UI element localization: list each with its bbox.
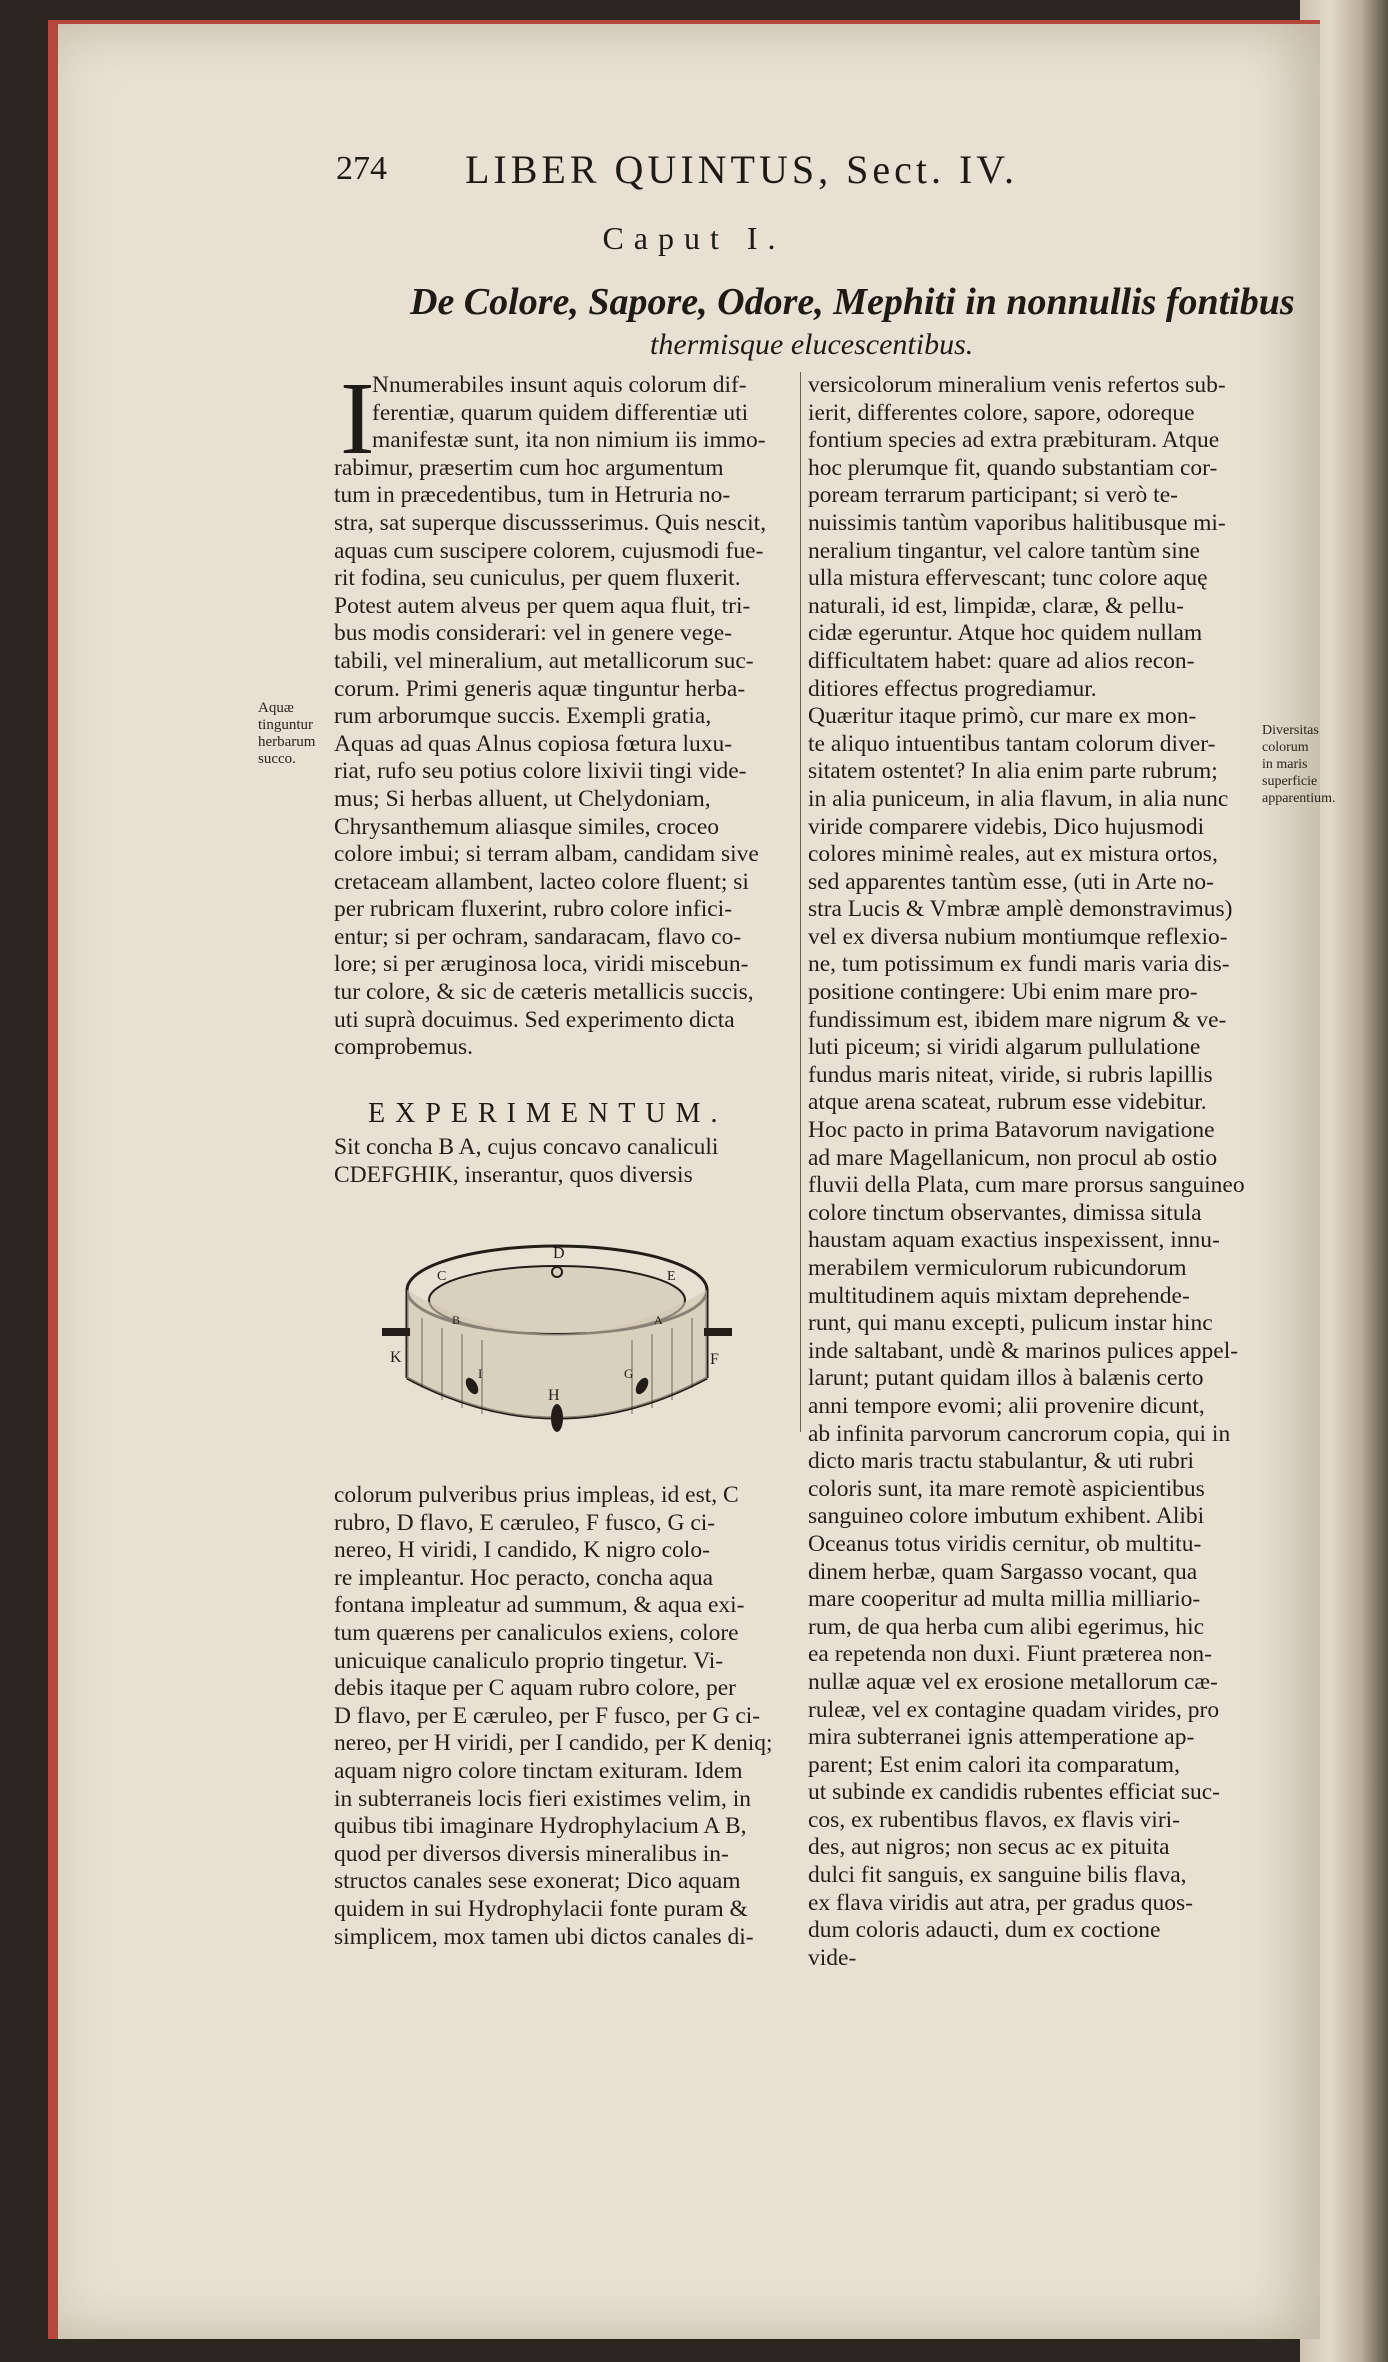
left-column-line: Nnumerabiles insunt aquis colorum dif- bbox=[372, 372, 747, 398]
right-column-line: stra Lucis & Vmbræ amplè demonstravimus) bbox=[808, 896, 1233, 923]
right-column-line: naturali, id est, limpidæ, claræ, & pellu- bbox=[808, 592, 1184, 619]
left-column-line: rabimur, præsertim cum hoc argumentum bbox=[334, 454, 724, 481]
right-column-line: Hoc pacto in prima Batavorum navigatione bbox=[808, 1117, 1215, 1144]
right-column-line: multitudinem aquis mixtam deprehende- bbox=[808, 1282, 1190, 1309]
experiment-line: Sit concha B A, cujus concavo canaliculi bbox=[334, 1134, 719, 1160]
column-divider bbox=[800, 372, 801, 1432]
right-column-line: Oceanus totus viridis cernitur, ob multitu- bbox=[808, 1530, 1202, 1557]
right-column-line: viride comparere videbis, Dico hujusmodi bbox=[808, 813, 1205, 840]
right-column-line: runt, qui manu excepti, pulicum instar hinc bbox=[808, 1310, 1213, 1337]
right-column-line: dinem herbæ, quam Sargasso vocant, qua bbox=[808, 1558, 1198, 1585]
chapter-title-line1: De Colore, Sapore, Odore, Mephiti in nonnullis fontibus bbox=[410, 281, 1295, 323]
left-column-line: tum in præcedentibus, tum in Hetruria no- bbox=[334, 482, 731, 509]
left-column-continued-line: aquam nigro colore tinctam exituram. Idem bbox=[334, 1757, 743, 1784]
left-column-line: cretaceam allambent, lacteo colore fluent; si bbox=[334, 868, 749, 895]
right-column-line: sed apparentes tantùm esse, (uti in Arte no- bbox=[808, 868, 1214, 895]
right-column-line: fluvii della Plata, cum mare prorsus sanguineo bbox=[808, 1172, 1245, 1199]
right-column-line: fontium species ad extra præbituram. Atque bbox=[808, 427, 1220, 454]
right-column-line: ne, tum potissimum ex fundi maris varia dis- bbox=[808, 951, 1230, 978]
figure-letter-k: K bbox=[390, 1349, 402, 1366]
right-column-line: te aliquo intuentibus tantam colorum diver- bbox=[808, 730, 1216, 757]
right-column-line: dicto maris tractu stabulantur, & uti rubri bbox=[808, 1448, 1195, 1475]
left-column-continued-line: quibus tibi imaginare Hydrophylacium A B, bbox=[334, 1813, 747, 1840]
figure-letter-e: E bbox=[667, 1269, 676, 1284]
right-column-line: dulci fit sanguis, ex sanguine bilis flava, bbox=[808, 1862, 1187, 1889]
left-column-line: manifestæ sunt, ita non nimium iis immo- bbox=[372, 427, 766, 454]
left-column-continued-line: nereo, per H viridi, per I candido, per K deniq; bbox=[334, 1730, 773, 1757]
right-column-line: luti piceum; si viridi algarum pullulatione bbox=[808, 1034, 1201, 1061]
right-column-line: sitatem ostentet? In alia enim parte rubrum; bbox=[808, 758, 1218, 785]
right-column-line: fundus maris niteat, viride, si rubris lapillis bbox=[808, 1061, 1213, 1088]
right-column-line: ditiores effectus progrediamur. bbox=[808, 675, 1097, 702]
drop-cap: I bbox=[340, 361, 375, 476]
right-column-line: ut subinde ex candidis rubentes efficiat suc- bbox=[808, 1779, 1220, 1806]
experiment-text bbox=[334, 1134, 792, 1189]
page-number: 274 bbox=[336, 150, 387, 187]
right-column-line: des, aut nigros; non secus ac ex pituita bbox=[808, 1834, 1170, 1861]
left-column-continued-line: colorum pulveribus prius impleas, id est, C bbox=[334, 1482, 739, 1508]
figure-letter-i: I bbox=[478, 1366, 483, 1381]
figure-letter-a: A bbox=[654, 1313, 663, 1327]
figure-letter-g: G bbox=[624, 1366, 634, 1381]
right-column-line: vel ex diversa nubium montiumque reflexio- bbox=[808, 923, 1228, 950]
figure-letter-d: D bbox=[553, 1245, 565, 1262]
right-column-line: haustam aquam exactius inspexissent, innu- bbox=[808, 1227, 1220, 1254]
left-column-line: rum arborumque succis. Exempli gratia, bbox=[334, 703, 712, 730]
experiment-line: CDEFGHIK, inserantur, quos diversis bbox=[334, 1161, 693, 1188]
left-column-line: entur; si per ochram, sandaracam, flavo co- bbox=[334, 923, 742, 950]
chapter-title-line2: thermisque elucescentibus. bbox=[650, 328, 974, 361]
concha-figure bbox=[392, 1228, 722, 1468]
left-column-line: aquas cum suscipere colorem, cujusmodi fue- bbox=[334, 537, 764, 564]
left-column-continued-line: quidem in sui Hydrophylacii fonte puram & bbox=[334, 1895, 748, 1922]
left-column-continued-line: nereo, H viridi, I candido, K nigro colo- bbox=[334, 1537, 710, 1564]
right-column-line: ad mare Magellanicum, non procul ab ostio bbox=[808, 1144, 1218, 1171]
left-column-line: ferentiæ, quarum quidem differentiæ uti bbox=[372, 399, 749, 426]
left-column-line: Chrysanthemum aliasque similes, croceo bbox=[334, 813, 720, 840]
left-column-continued bbox=[334, 1482, 792, 1951]
figure-letter-h: H bbox=[548, 1387, 560, 1404]
left-column-line: corum. Primi generis aquæ tinguntur herba- bbox=[334, 675, 746, 702]
right-column-line: ulla mistura effervescant; tunc colore aquę bbox=[808, 565, 1208, 592]
right-column-line: atque arena scateat, rubrum esse videbitur. bbox=[808, 1089, 1207, 1116]
right-column-line: mare cooperitur ad multa millia milliario- bbox=[808, 1586, 1201, 1613]
right-column-line: colores minimè reales, aut ex mistura ortos, bbox=[808, 841, 1218, 868]
left-column-continued-line: tum quærens per canaliculos exiens, colore bbox=[334, 1619, 739, 1646]
left-column-line: bus modis considerari: vel in genere vege- bbox=[334, 620, 733, 647]
right-column-line: in alia puniceum, in alia flavum, in alia nunc bbox=[808, 785, 1229, 812]
right-column-line: poream terrarum participant; si verò te- bbox=[808, 482, 1178, 509]
left-column-line: Potest autem alveus per quem aqua fluit, tri- bbox=[334, 592, 751, 619]
right-column-text bbox=[808, 372, 1264, 1972]
right-column-line: cidæ egeruntur. Atque hoc quidem nullam bbox=[808, 620, 1203, 647]
left-column-line: uti suprà docuimus. Sed experimento dicta bbox=[334, 1006, 735, 1033]
left-column-text bbox=[334, 361, 792, 1062]
left-column-line: riat, rufo seu potius colore lixivii tingi vide- bbox=[334, 758, 747, 785]
right-column-line: coloris sunt, ita mare remotè aspicientibus bbox=[808, 1475, 1205, 1502]
left-column-continued-line: debis itaque per C aquam rubro colore, per bbox=[334, 1675, 736, 1702]
right-column-line: cos, ex rubentibus flavos, ex flavis viri- bbox=[808, 1806, 1180, 1833]
left-column-continued-line: D flavo, per E cæruleo, per F fusco, per G ci- bbox=[334, 1702, 761, 1729]
left-column-continued-line: in subterraneis locis fieri existimes velim, in bbox=[334, 1785, 752, 1812]
left-column-line: tur colore, & sic de cæteris metallicis succis, bbox=[334, 979, 754, 1006]
left-column-line: Aquas ad quas Alnus copiosa fœtura luxu- bbox=[334, 730, 733, 757]
left-column-line: lore; si per æruginosa loca, viridi miscebun- bbox=[334, 951, 749, 978]
running-head: LIBER QUINTUS, Sect. IV. bbox=[465, 147, 1019, 192]
right-column-line: parent; Est enim calori ita comparatum, bbox=[808, 1751, 1180, 1778]
right-column-line: merabilem vermiculorum rubicundorum bbox=[808, 1255, 1187, 1281]
right-column-line: fundissimum est, ibidem mare nigrum & ve- bbox=[808, 1006, 1227, 1033]
left-column-continued-line: unicuique canaliculo proprio tingetur. Vi- bbox=[334, 1647, 724, 1674]
right-column-line: positione contingere: Ubi enim mare pro- bbox=[808, 979, 1198, 1006]
right-column-line: sanguineo colore imbutum exhibent. Alibi bbox=[808, 1503, 1205, 1530]
right-column-line: neralium tingantur, vel calore tantùm sine bbox=[808, 537, 1200, 564]
right-column-line: vide- bbox=[808, 1944, 857, 1971]
left-column-line: comprobemus. bbox=[334, 1034, 474, 1061]
right-column-line: anni tempore evomi; alii provenire dicunt, bbox=[808, 1392, 1205, 1419]
right-column-line: ab infinita parvorum cancrorum copia, qui in bbox=[808, 1420, 1231, 1447]
chapter-label: Caput I. bbox=[602, 220, 786, 256]
left-column-line: colore imbui; si terram albam, candidam sive bbox=[334, 841, 759, 868]
right-column-line: ierit, differentes colore, sapore, odoreque bbox=[808, 399, 1195, 426]
figure-letter-b: B bbox=[452, 1313, 461, 1327]
right-column-line: ruleæ, vel ex contagine quadam virides, pro bbox=[808, 1696, 1220, 1723]
right-column-line: dum coloris adaucti, dum ex coctione bbox=[808, 1917, 1161, 1944]
left-column-line: per rubricam fluxerint, rubro colore infici- bbox=[334, 896, 733, 923]
right-column-line: mira subterranei ignis attemperatione ap- bbox=[808, 1724, 1195, 1751]
right-column-line: versicolorum mineralium venis refertos sub- bbox=[808, 372, 1226, 398]
right-column-line: rum, de qua herba cum alibi egerimus, hic bbox=[808, 1613, 1205, 1640]
left-column-line: tabili, vel mineralium, aut metallicorum suc- bbox=[334, 647, 754, 674]
right-column-line: larunt; putant quidam illos à balænis certo bbox=[808, 1365, 1204, 1392]
figure-letter-c: C bbox=[437, 1269, 447, 1284]
right-column-line: inde saltabant, undè & marinos pulices appel- bbox=[808, 1337, 1239, 1364]
right-column-line: nullæ aquæ vel ex erosione metallorum cæ- bbox=[808, 1668, 1218, 1695]
left-column-line: stra, sat superque discussserimus. Quis nescit, bbox=[334, 509, 767, 536]
left-column-continued-line: structos canales sese exonerat; Dico aquam bbox=[334, 1868, 741, 1895]
page-header bbox=[290, 140, 1130, 200]
experiment-heading: EXPERIMENTUM. bbox=[368, 1098, 728, 1129]
right-column-line: colore tinctum observantes, dimissa situla bbox=[808, 1199, 1202, 1226]
right-column-line: ea repetenda non duxi. Fiunt præterea non- bbox=[808, 1641, 1212, 1668]
left-column-continued-line: quod per diversos diversis mineralibus in- bbox=[334, 1840, 729, 1867]
left-column-line: mus; Si herbas alluent, ut Chelydoniam, bbox=[334, 785, 711, 812]
right-column-line: hoc plerumque fit, quando substantiam cor- bbox=[808, 454, 1218, 481]
left-column-continued-line: re impleantur. Hoc peracto, concha aqua bbox=[334, 1564, 714, 1591]
left-column-line: rit fodina, seu cuniculus, per quem fluxerit. bbox=[334, 565, 741, 592]
right-column-line: ex flava viridis aut atra, per gradus quos- bbox=[808, 1889, 1194, 1916]
figure-letter-f: F bbox=[710, 1351, 719, 1368]
left-column-continued-line: fontana impleatur ad summum, & aqua exi- bbox=[334, 1592, 745, 1619]
left-column-continued-line: rubro, D flavo, E cæruleo, F fusco, G ci- bbox=[334, 1509, 716, 1536]
right-column-line: Quæritur itaque primò, cur mare ex mon- bbox=[808, 703, 1197, 730]
left-column-continued-line: simplicem, mox tamen ubi dictos canales di- bbox=[334, 1923, 754, 1950]
margin-note-left: Aquæ tinguntur herbarum succo. bbox=[258, 700, 316, 767]
right-column-line: difficultatem habet: quare ad alios recon- bbox=[808, 647, 1195, 674]
margin-note-right: Diversitas colorum in maris superficie apparentium. bbox=[1262, 723, 1336, 806]
right-column-line: nuissimis tantùm vaporibus halitibusque mi- bbox=[808, 509, 1226, 536]
